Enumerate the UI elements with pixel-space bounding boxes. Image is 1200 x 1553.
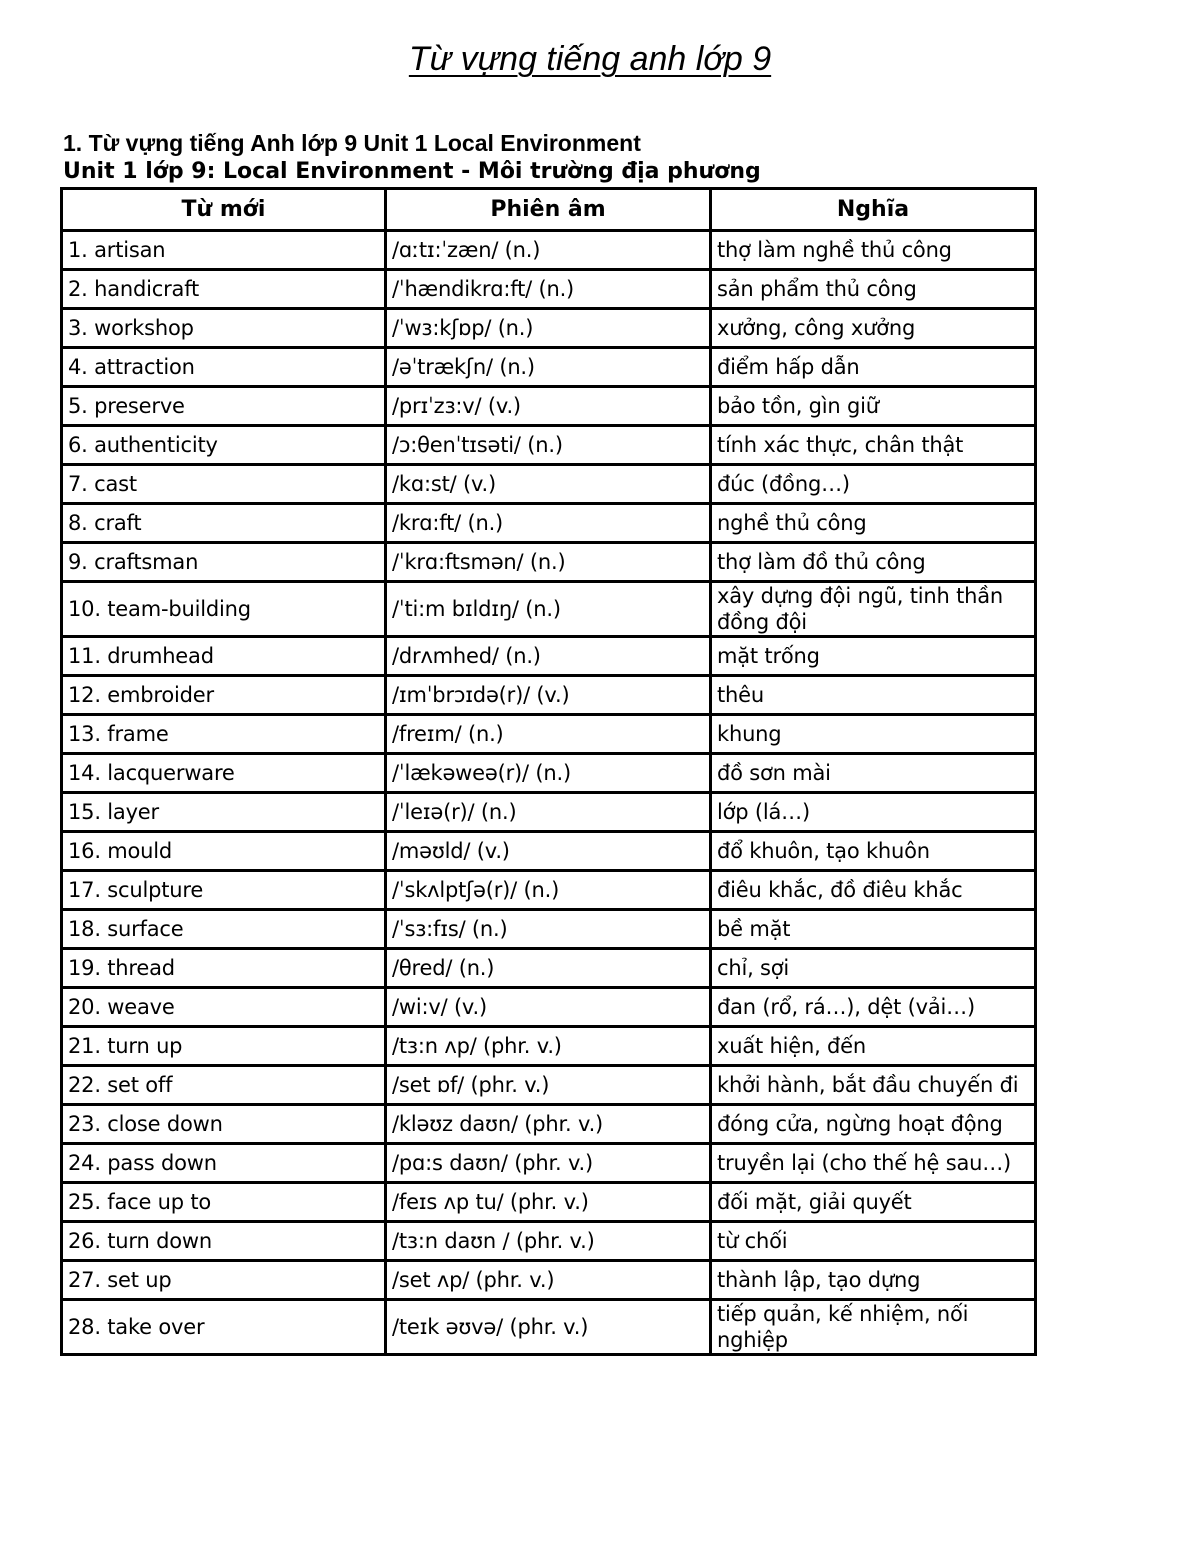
meaning-cell: xuất hiện, đến xyxy=(711,1027,1036,1066)
word-cell: 25. face up to xyxy=(62,1183,386,1222)
word-cell: 10. team-building xyxy=(62,582,386,637)
vocabulary-table-body xyxy=(62,231,1036,1355)
word-cell: 13. frame xyxy=(62,715,386,754)
meaning-cell: mặt trống xyxy=(711,637,1036,676)
word-cell: 22. set off xyxy=(62,1066,386,1105)
word-cell: 11. drumhead xyxy=(62,637,386,676)
table-row xyxy=(62,1066,1036,1105)
table-row xyxy=(62,988,1036,1027)
word-cell: 23. close down xyxy=(62,1105,386,1144)
pronunciation-cell: /ˈti:m bɪldɪŋ/ (n.) xyxy=(386,582,711,637)
column-header-pronunciation: Phiên âm xyxy=(386,189,711,231)
table-row xyxy=(62,543,1036,582)
table-row xyxy=(62,504,1036,543)
pronunciation-cell: /ˈhændikrɑ:ft/ (n.) xyxy=(386,270,711,309)
meaning-cell: đóng cửa, ngừng hoạt động xyxy=(711,1105,1036,1144)
table-row xyxy=(62,910,1036,949)
section-heading: 1. Từ vựng tiếng Anh lớp 9 Unit 1 Local Environment xyxy=(63,130,641,156)
meaning-cell: chỉ, sợi xyxy=(711,949,1036,988)
pronunciation-cell: /set ɒf/ (phr. v.) xyxy=(386,1066,711,1105)
pronunciation-cell: /teɪk əʊvə/ (phr. v.) xyxy=(386,1300,711,1355)
meaning-cell: điểm hấp dẫn xyxy=(711,348,1036,387)
meaning-cell: thành lập, tạo dựng xyxy=(711,1261,1036,1300)
word-cell: 28. take over xyxy=(62,1300,386,1355)
meaning-cell: bảo tồn, gìn giữ xyxy=(711,387,1036,426)
word-cell: 16. mould xyxy=(62,832,386,871)
pronunciation-cell: /məʊld/ (v.) xyxy=(386,832,711,871)
table-row xyxy=(62,1222,1036,1261)
table-row xyxy=(62,465,1036,504)
meaning-cell: đổ khuôn, tạo khuôn xyxy=(711,832,1036,871)
word-cell: 6. authenticity xyxy=(62,426,386,465)
pronunciation-cell: /ɔ:θenˈtɪsəti/ (n.) xyxy=(386,426,711,465)
meaning-cell: khởi hành, bắt đầu chuyến đi xyxy=(711,1066,1036,1105)
table-row xyxy=(62,426,1036,465)
column-header-word: Từ mới xyxy=(62,189,386,231)
meaning-cell: xưởng, công xưởng xyxy=(711,309,1036,348)
meaning-cell: điêu khắc, đồ điêu khắc xyxy=(711,871,1036,910)
word-cell: 15. layer xyxy=(62,793,386,832)
pronunciation-cell: /ˈsɜ:fɪs/ (n.) xyxy=(386,910,711,949)
word-cell: 9. craftsman xyxy=(62,543,386,582)
meaning-cell: xây dựng đội ngũ, tinh thần đồng đội xyxy=(711,582,1036,637)
meaning-cell: thợ làm nghề thủ công xyxy=(711,231,1036,270)
meaning-cell: lớp (lá…) xyxy=(711,793,1036,832)
table-row xyxy=(62,1183,1036,1222)
word-cell: 18. surface xyxy=(62,910,386,949)
meaning-cell: đối mặt, giải quyết xyxy=(711,1183,1036,1222)
table-row xyxy=(62,871,1036,910)
pronunciation-cell: /freɪm/ (n.) xyxy=(386,715,711,754)
table-row xyxy=(62,637,1036,676)
pronunciation-cell: /tɜ:n ʌp/ (phr. v.) xyxy=(386,1027,711,1066)
word-cell: 3. workshop xyxy=(62,309,386,348)
table-row xyxy=(62,754,1036,793)
meaning-cell: tính xác thực, chân thật xyxy=(711,426,1036,465)
pronunciation-cell: /ˈwɜ:kʃɒp/ (n.) xyxy=(386,309,711,348)
table-row xyxy=(62,309,1036,348)
pronunciation-cell: /tɜ:n daʊn / (phr. v.) xyxy=(386,1222,711,1261)
pronunciation-cell: /kɑ:st/ (v.) xyxy=(386,465,711,504)
meaning-cell: đúc (đồng…) xyxy=(711,465,1036,504)
meaning-cell: đan (rổ, rá…), dệt (vải…) xyxy=(711,988,1036,1027)
meaning-cell: sản phẩm thủ công xyxy=(711,270,1036,309)
word-cell: 17. sculpture xyxy=(62,871,386,910)
pronunciation-cell: /θred/ (n.) xyxy=(386,949,711,988)
word-cell: 1. artisan xyxy=(62,231,386,270)
meaning-cell: tiếp quản, kế nhiệm, nối nghiệp xyxy=(711,1300,1036,1355)
table-row xyxy=(62,1300,1036,1355)
pronunciation-cell: /kləʊz daʊn/ (phr. v.) xyxy=(386,1105,711,1144)
pronunciation-cell: /ˈlækəweə(r)/ (n.) xyxy=(386,754,711,793)
table-row xyxy=(62,793,1036,832)
word-cell: 14. lacquerware xyxy=(62,754,386,793)
pronunciation-cell: /ɑːtɪ:ˈzæn/ (n.) xyxy=(386,231,711,270)
pronunciation-cell: /ˈkrɑ:ftsmən/ (n.) xyxy=(386,543,711,582)
column-header-meaning: Nghĩa xyxy=(711,189,1036,231)
word-cell: 26. turn down xyxy=(62,1222,386,1261)
table-row xyxy=(62,387,1036,426)
pronunciation-cell: /feɪs ʌp tu/ (phr. v.) xyxy=(386,1183,711,1222)
meaning-cell: thêu xyxy=(711,676,1036,715)
word-cell: 27. set up xyxy=(62,1261,386,1300)
word-cell: 4. attraction xyxy=(62,348,386,387)
word-cell: 19. thread xyxy=(62,949,386,988)
pronunciation-cell: /əˈtrækʃn/ (n.) xyxy=(386,348,711,387)
meaning-cell: thợ làm đồ thủ công xyxy=(711,543,1036,582)
table-row xyxy=(62,715,1036,754)
meaning-cell: bề mặt xyxy=(711,910,1036,949)
word-cell: 24. pass down xyxy=(62,1144,386,1183)
table-row xyxy=(62,1105,1036,1144)
pronunciation-cell: /krɑ:ft/ (n.) xyxy=(386,504,711,543)
pronunciation-cell: /set ʌp/ (phr. v.) xyxy=(386,1261,711,1300)
word-cell: 7. cast xyxy=(62,465,386,504)
pronunciation-cell: /ˈskʌlptʃə(r)/ (n.) xyxy=(386,871,711,910)
section-subheading: Unit 1 lớp 9: Local Environment - Môi trường địa phương xyxy=(63,159,761,184)
meaning-cell: từ chối xyxy=(711,1222,1036,1261)
table-row xyxy=(62,949,1036,988)
word-cell: 2. handicraft xyxy=(62,270,386,309)
pronunciation-cell: /ˈleɪə(r)/ (n.) xyxy=(386,793,711,832)
document-title: Từ vựng tiếng anh lớp 9 xyxy=(408,40,772,78)
meaning-cell: nghề thủ công xyxy=(711,504,1036,543)
table-row xyxy=(62,1261,1036,1300)
pronunciation-cell: /wi:v/ (v.) xyxy=(386,988,711,1027)
word-cell: 20. weave xyxy=(62,988,386,1027)
table-row xyxy=(62,348,1036,387)
vocabulary-table xyxy=(60,187,1037,1356)
meaning-cell: khung xyxy=(711,715,1036,754)
pronunciation-cell: /drʌmhed/ (n.) xyxy=(386,637,711,676)
table-row xyxy=(62,231,1036,270)
meaning-cell: truyền lại (cho thế hệ sau…) xyxy=(711,1144,1036,1183)
table-row xyxy=(62,832,1036,871)
word-cell: 8. craft xyxy=(62,504,386,543)
meaning-cell: đồ sơn mài xyxy=(711,754,1036,793)
pronunciation-cell: /pɑ:s daʊn/ (phr. v.) xyxy=(386,1144,711,1183)
word-cell: 5. preserve xyxy=(62,387,386,426)
table-row xyxy=(62,1027,1036,1066)
word-cell: 21. turn up xyxy=(62,1027,386,1066)
pronunciation-cell: /ɪmˈbrɔɪdə(r)/ (v.) xyxy=(386,676,711,715)
word-cell: 12. embroider xyxy=(62,676,386,715)
table-row xyxy=(62,582,1036,637)
table-header-row xyxy=(62,189,1036,231)
table-row xyxy=(62,676,1036,715)
table-row xyxy=(62,1144,1036,1183)
table-row xyxy=(62,270,1036,309)
pronunciation-cell: /prɪˈzɜ:v/ (v.) xyxy=(386,387,711,426)
